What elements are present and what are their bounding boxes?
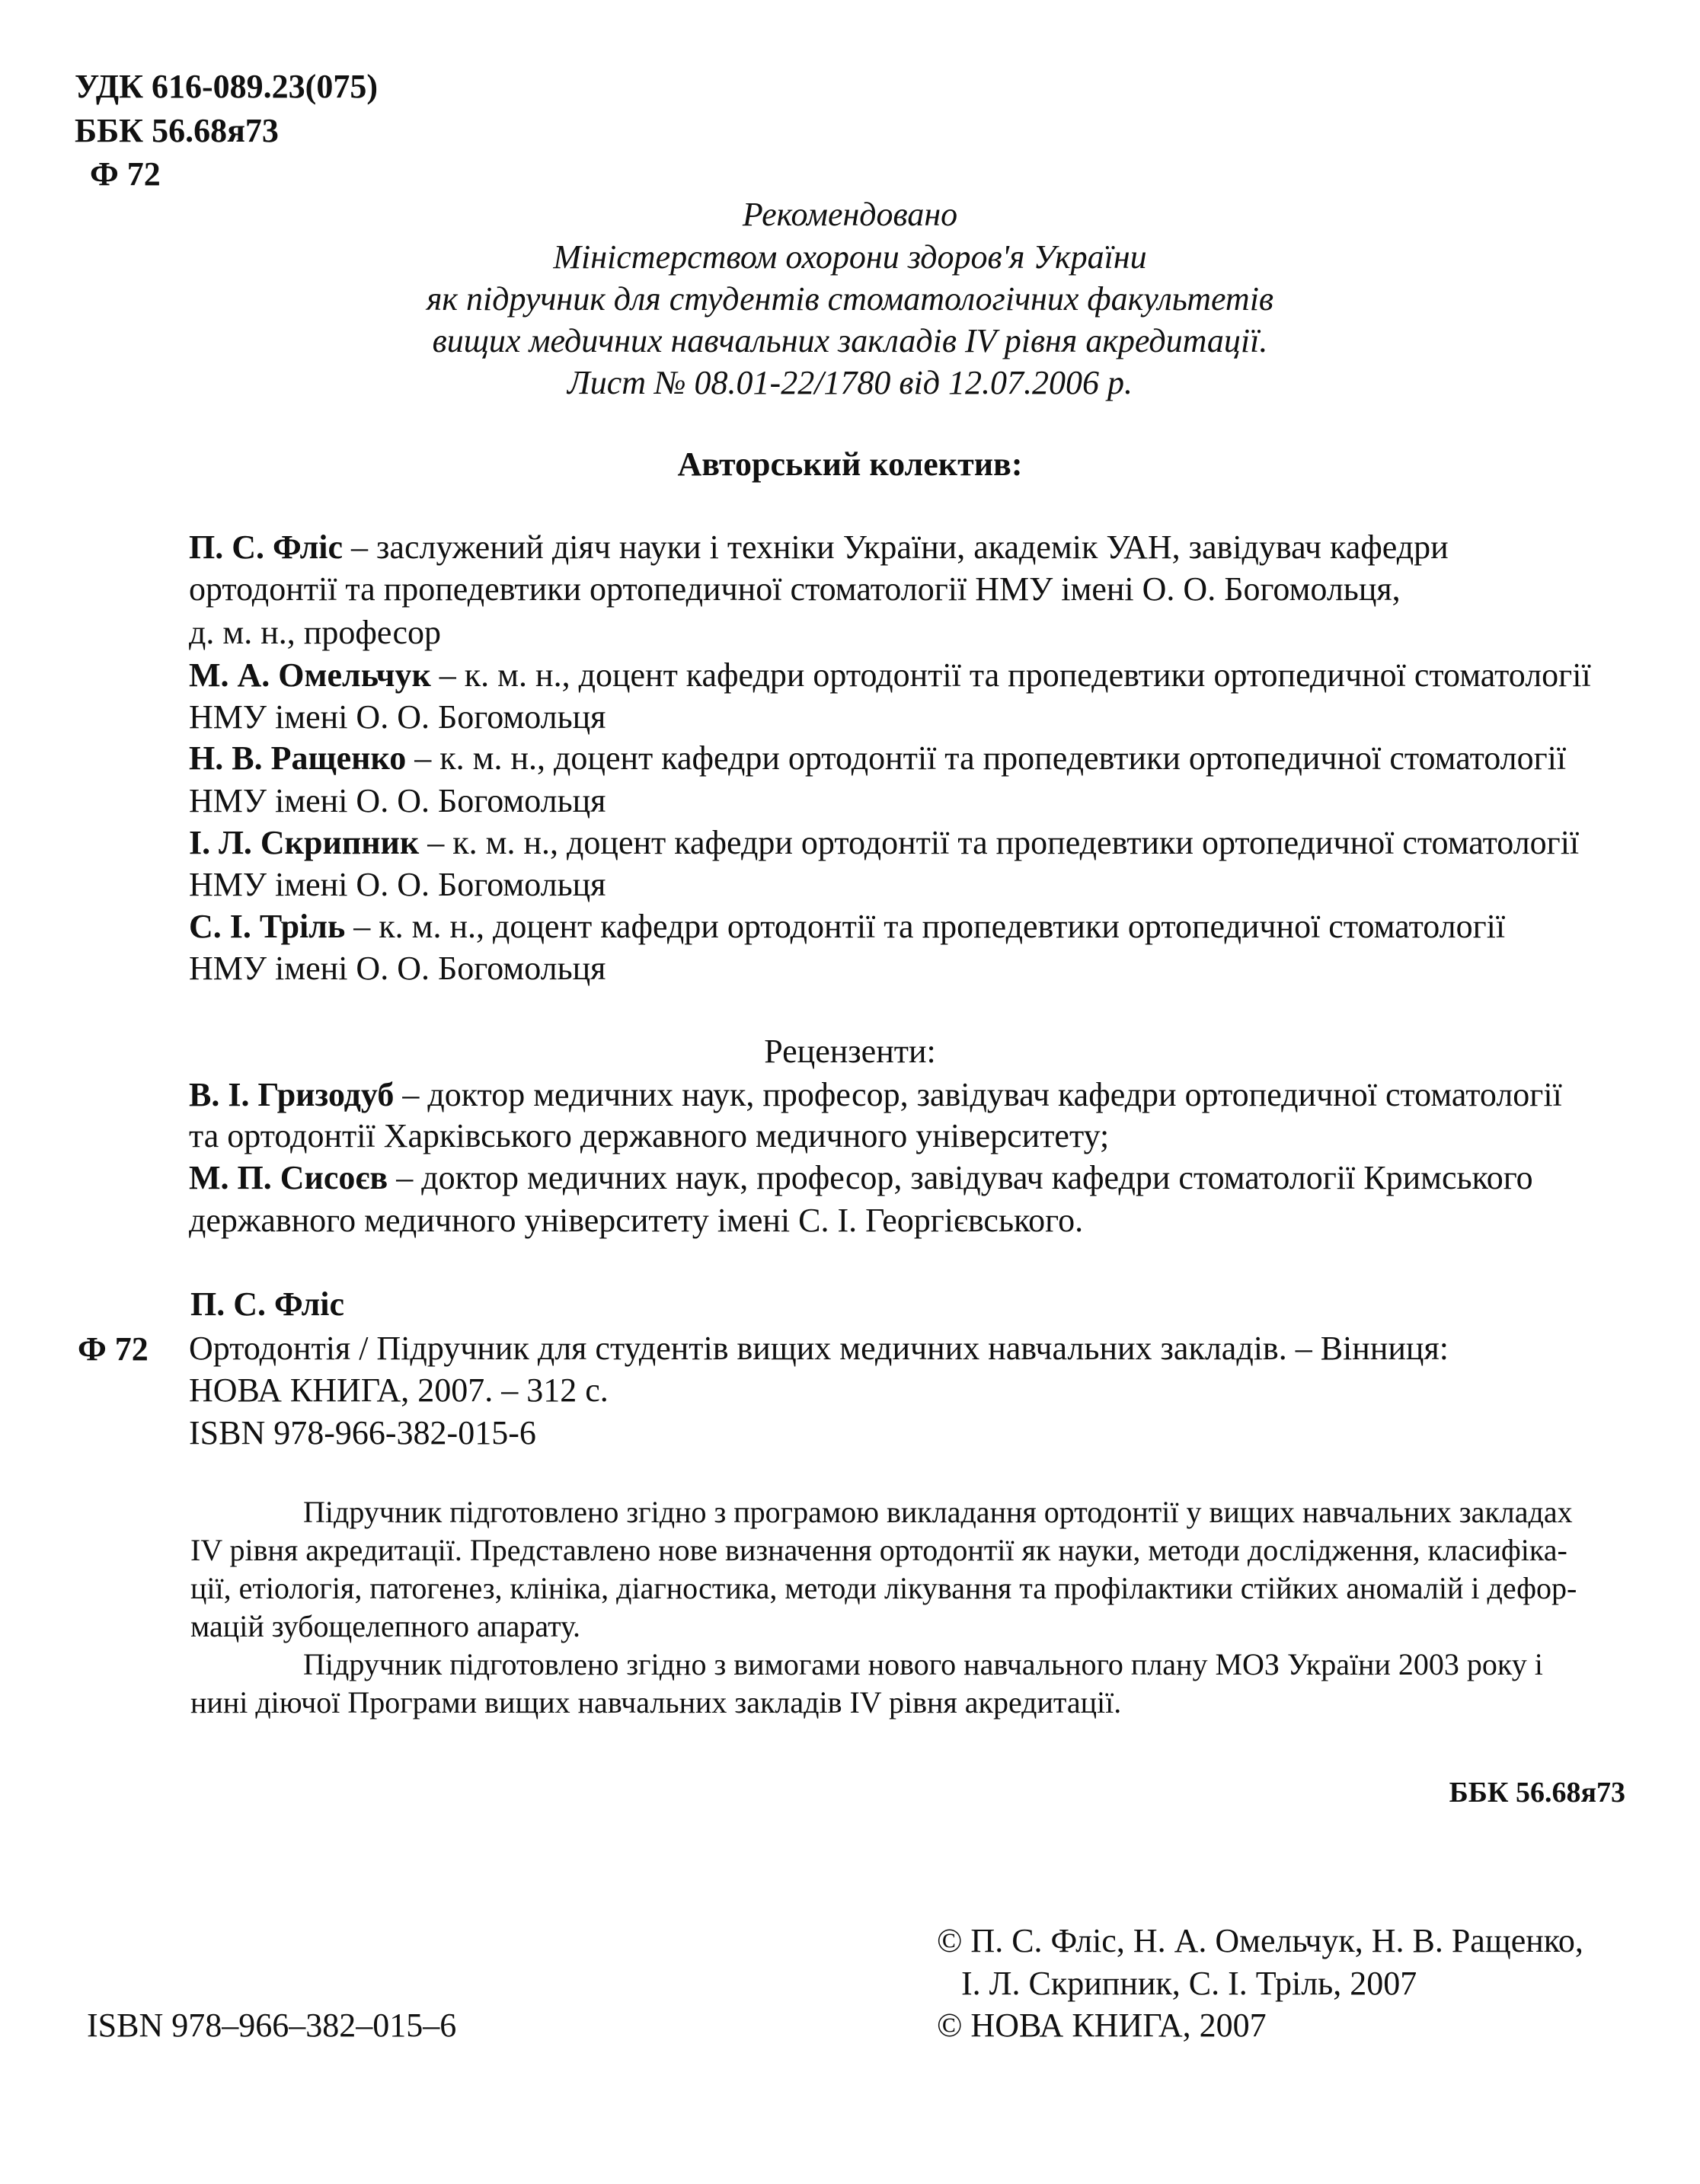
reviewers-heading: Рецензенти:	[764, 1033, 936, 1070]
author-3-line-2: НМУ імені О. О. Богомольця	[189, 782, 606, 819]
abstract-p1-line-3: ції, етіологія, патогенез, клініка, діагностика, методи лікування та профілактики стійких аномалій і дефор-	[190, 1571, 1577, 1605]
author-5-line-1	[189, 908, 1505, 946]
author-name: Н. В. Ращенко	[189, 739, 407, 777]
abstract-p2-line-2: нині діючої Програми вищих навчальних закладів IV рівня акредитації.	[190, 1685, 1122, 1719]
bib-label: Ф 72	[78, 1330, 149, 1368]
authors-heading: Авторський колектив:	[677, 445, 1023, 483]
author-2-line-2: НМУ імені О. О. Богомольця	[189, 698, 606, 736]
author-4-line-1	[189, 824, 1579, 862]
author-name: П. С. Фліс	[189, 528, 344, 566]
recommendation-line-1: Рекомендовано	[742, 196, 958, 233]
recommendation-line-2: Міністерством охорони здоров'я України	[553, 238, 1147, 276]
author-desc: – заслужений діяч науки і техніки України, академік УАН, завідувач кафедри	[343, 528, 1449, 566]
author-2-line-1	[189, 656, 1591, 694]
bbk-bottom: ББК 56.68я73	[1449, 1777, 1625, 1809]
author-1-line-1	[189, 528, 1449, 567]
reviewer-1-line-1	[189, 1076, 1562, 1114]
author-desc: – к. м. н., доцент кафедри ортодонтії та пропедевтики ортопедичної стоматології	[430, 656, 1591, 694]
author-1-line-2: ортодонтії та пропедевтики ортопедичної стоматології НМУ імені О. О. Богомольця,	[189, 570, 1401, 608]
reviewer-2-line-2: державного медичного університету імені С. І. Георгієвського.	[189, 1202, 1084, 1239]
reviewer-1-line-2: та ортодонтії Харківського державного медичного університету;	[189, 1117, 1110, 1154]
author-4-line-2: НМУ імені О. О. Богомольця	[189, 866, 606, 903]
bib-line-3: ISBN 978-966-382-015-6	[189, 1414, 536, 1451]
reviewer-desc: – доктор медичних наук, професор, завідувач кафедри стоматології Кримського	[388, 1159, 1533, 1196]
author-name: І. Л. Скрипник	[189, 824, 420, 861]
bib-line-2: НОВА КНИГА, 2007. – 312 с.	[189, 1371, 609, 1409]
author-5-line-2: НМУ імені О. О. Богомольця	[189, 950, 606, 987]
author-name: С. І. Тріль	[189, 908, 346, 945]
reviewer-2-line-1	[189, 1159, 1533, 1197]
author-name: М. А. Омельчук	[189, 656, 431, 694]
reviewer-name: М. П. Сисоєв	[189, 1159, 388, 1196]
isbn-bottom: ISBN 978–966–382–015–6	[87, 2007, 457, 2044]
author-3-line-1	[189, 739, 1566, 777]
recommendation-line-5: Лист № 08.01-22/1780 від 12.07.2006 р.	[567, 364, 1133, 401]
author-desc: – к. м. н., доцент кафедри ортодонтії та пропедевтики ортопедичної стоматології	[406, 739, 1567, 777]
abstract-p1-line-4: мацій зубощелепного апарату.	[190, 1609, 581, 1643]
author-desc: – к. м. н., доцент кафедри ортодонтії та пропедевтики ортопедичної стоматології	[345, 908, 1506, 945]
reviewer-name: В. І. Гризодуб	[189, 1076, 395, 1113]
abstract-p2-line-1: Підручник підготовлено згідно з вимогами нового навчального плану МОЗ України 2003 року і	[303, 1647, 1543, 1681]
author-sign: Ф 72	[90, 155, 161, 193]
abstract-p1-line-2: IV рівня акредитації. Представлено нове визначення ортодонтії як науки, методи дослідження, класифіка-	[190, 1533, 1567, 1567]
recommendation-line-4: вищих медичних навчальних закладів IV рівня акредитації.	[432, 322, 1268, 359]
bib-line-1: Ортодонтія / Підручник для студентів вищих медичних навчальних закладів. – Вінниця:	[189, 1330, 1449, 1367]
author-1-line-3: д. м. н., професор	[189, 614, 441, 651]
copyright-line-1: © П. С. Фліс, Н. А. Омельчук, Н. В. Ращенко,	[937, 1922, 1583, 1959]
recommendation-line-3: як підручник для студентів стоматологічних факультетів	[426, 280, 1274, 318]
bbk-code: ББК 56.68я73	[75, 112, 279, 149]
copyright-line-3: © НОВА КНИГА, 2007	[937, 2007, 1267, 2044]
udk-code: УДК 616-089.23(075)	[75, 68, 378, 105]
bib-author: П. С. Фліс	[190, 1285, 345, 1323]
author-desc: – к. м. н., доцент кафедри ортодонтії та пропедевтики ортопедичної стоматології	[419, 824, 1580, 861]
copyright-line-2: І. Л. Скрипник, С. І. Тріль, 2007	[961, 1965, 1417, 2002]
reviewer-desc: – доктор медичних наук, професор, завідувач кафедри ортопедичної стоматології	[394, 1076, 1562, 1113]
abstract-p1-line-1: Підручник підготовлено згідно з програмою викладання ортодонтії у вищих навчальних закладах	[303, 1495, 1573, 1529]
